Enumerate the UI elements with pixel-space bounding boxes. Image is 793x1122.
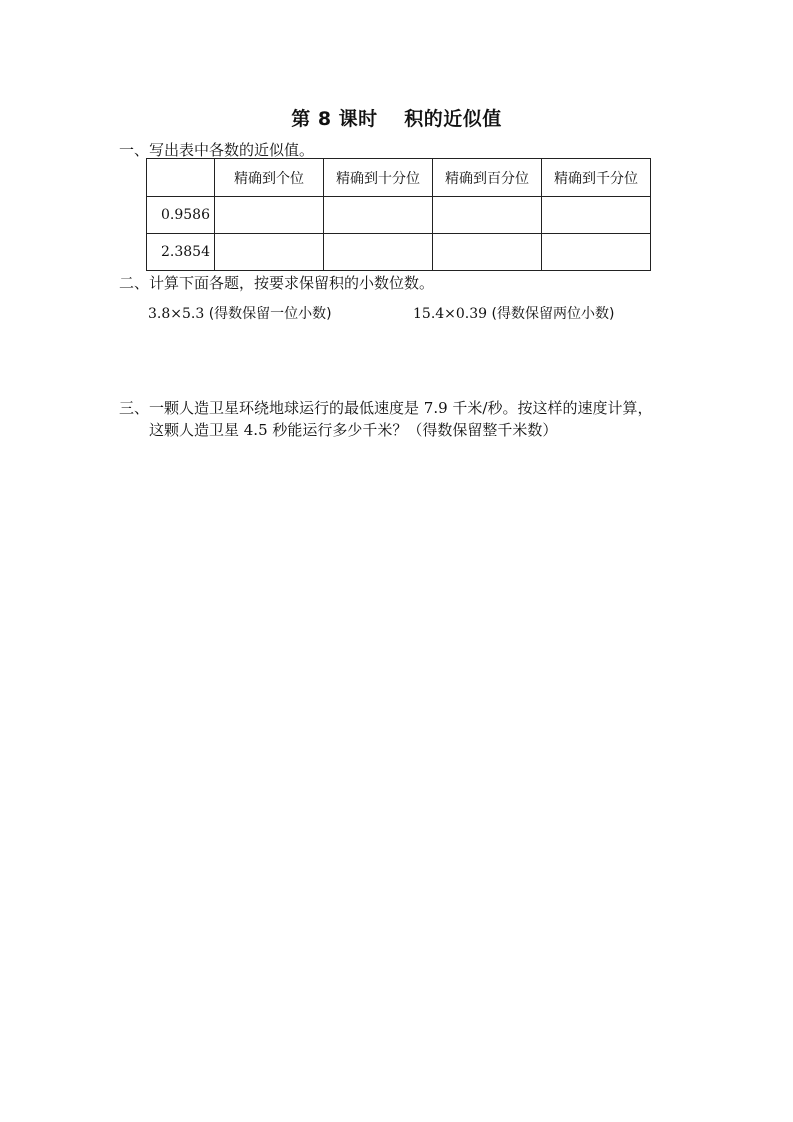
problem-expression: 3.8×5.3 — [148, 306, 205, 322]
table-header-corner — [147, 159, 215, 197]
table-header-hundredths: 精确到百分位 — [433, 159, 542, 197]
answer-cell[interactable] — [324, 197, 433, 234]
approximation-table — [146, 158, 651, 271]
table-header-tenths: 精确到十分位 — [324, 159, 433, 197]
table-row — [147, 234, 651, 271]
answer-cell[interactable] — [215, 234, 324, 271]
section-1-heading: 一、写出表中各数的近似值。 — [119, 141, 315, 159]
problem-expression: 15.4×0.39 — [413, 306, 488, 322]
table-header-row — [147, 159, 651, 197]
row-label: 2.3854 — [147, 234, 215, 271]
problem-2 — [413, 303, 614, 323]
answer-cell[interactable] — [433, 234, 542, 271]
section-3-line-1: 三、一颗人造卫星环绕地球运行的最低速度是 7.9 千米/秒。按这样的速度计算， — [119, 399, 653, 417]
page-title: 第 8 课时 积的近似值 — [291, 108, 502, 130]
answer-cell[interactable] — [324, 234, 433, 271]
problem-note: (得数保留两位小数) — [491, 306, 615, 322]
problem-1 — [148, 303, 332, 323]
answer-cell[interactable] — [542, 234, 651, 271]
row-label: 0.9586 — [147, 197, 215, 234]
answer-cell[interactable] — [215, 197, 324, 234]
answer-cell[interactable] — [542, 197, 651, 234]
answer-cell[interactable] — [433, 197, 542, 234]
section-3-word-problem — [119, 397, 699, 441]
approximation-table-grid — [146, 158, 651, 271]
section-3-line-2: 这颗人造卫星 4.5 秒能运行多少千米？（得数保留整千米数） — [149, 421, 558, 439]
section-2-heading: 二、计算下面各题，按要求保留积的小数位数。 — [119, 274, 435, 292]
table-row — [147, 197, 651, 234]
table-header-ones: 精确到个位 — [215, 159, 324, 197]
problem-note: (得数保留一位小数) — [208, 306, 332, 322]
table-header-thousandths: 精确到千分位 — [542, 159, 651, 197]
